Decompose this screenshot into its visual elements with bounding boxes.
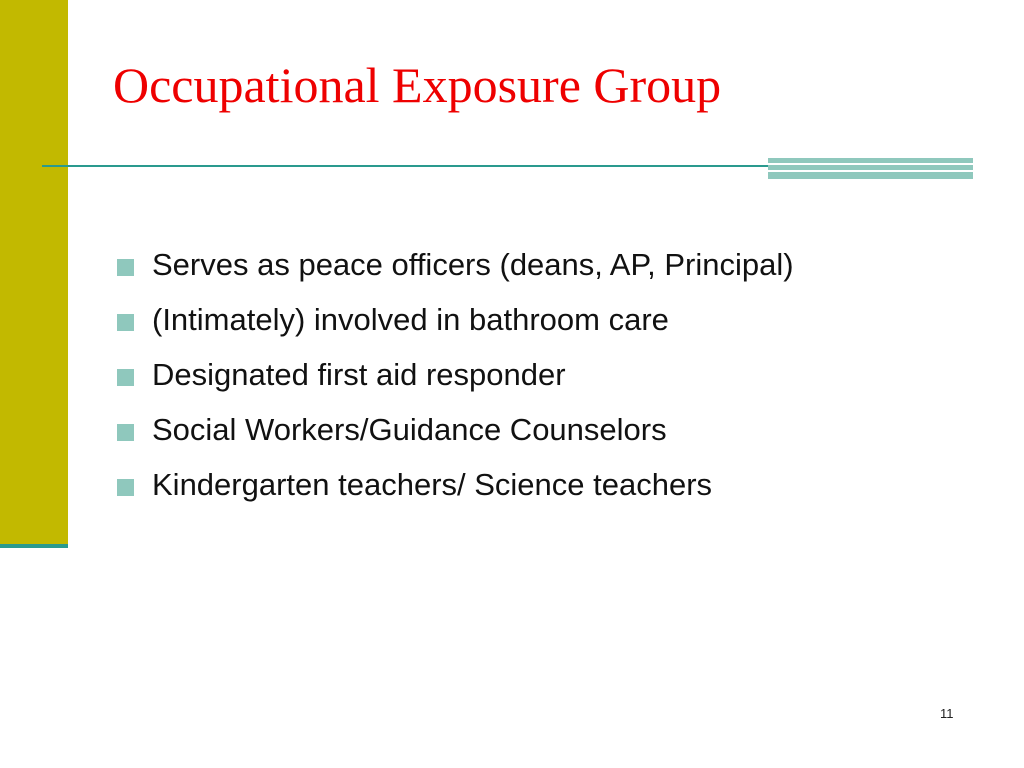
square-bullet-icon (117, 369, 134, 386)
bullet-text: Designated first aid responder (152, 357, 566, 392)
bullet-item (117, 466, 877, 504)
bullet-list (117, 246, 877, 521)
bullet-item (117, 356, 877, 394)
square-bullet-icon (117, 424, 134, 441)
bullet-text: (Intimately) involved in bathroom care (152, 302, 669, 337)
square-bullet-icon (117, 479, 134, 496)
bullet-item (117, 411, 877, 449)
title-divider-accent (768, 158, 973, 179)
slide-title: Occupational Exposure Group (113, 57, 722, 113)
bullet-text: Serves as peace officers (deans, AP, Principal) (152, 247, 794, 282)
square-bullet-icon (117, 259, 134, 276)
bullet-item (117, 246, 877, 284)
square-bullet-icon (117, 314, 134, 331)
bullet-text: Social Workers/Guidance Counselors (152, 412, 667, 447)
bullet-item (117, 301, 877, 339)
bullet-text: Kindergarten teachers/ Science teachers (152, 467, 713, 502)
left-accent-bar (0, 0, 68, 545)
left-accent-underline (0, 544, 68, 548)
page-number: 11 (940, 706, 954, 721)
